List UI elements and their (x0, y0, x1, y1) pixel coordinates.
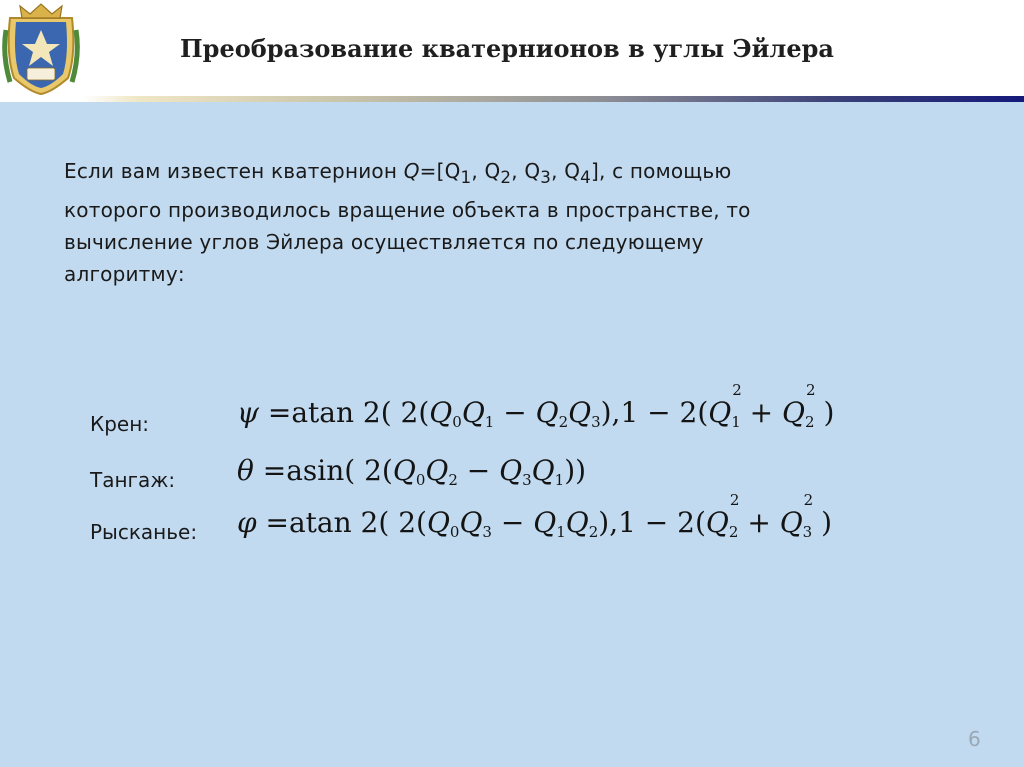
formula-symbol: θ (237, 454, 254, 487)
formula-subscript: 1 (731, 413, 741, 431)
quaternion-symbol: Q (403, 159, 420, 183)
formula-function: asin( (286, 454, 356, 487)
paragraph-line-4: алгоритму: (64, 262, 185, 286)
roll-label: Крен: (90, 412, 150, 436)
paragraph-line-2: которого производилось вращение объекта в пространстве, то (64, 198, 751, 222)
subscript: 4 (580, 168, 591, 187)
paragraph-text: =[Q (419, 159, 461, 183)
formula-subscript: 2 (805, 413, 815, 431)
intro-paragraph (64, 155, 967, 290)
formula-subscript: 2 (588, 523, 599, 541)
yaw-label: Рысканье: (90, 520, 198, 544)
university-crest-logo (0, 0, 82, 95)
formula-subscript: 2 (558, 413, 569, 431)
formula-symbol: ψ (237, 396, 259, 429)
formula-symbol: φ (237, 506, 257, 539)
formula-function: atan 2( (291, 396, 392, 429)
formula-subscript: 1 (554, 471, 565, 489)
formula-subscript: 0 (415, 471, 426, 489)
paragraph-text: ], с помощью (590, 159, 732, 183)
formula-text: = (258, 396, 292, 429)
yaw-formula: φ =atan 2( $2(Q_0Q_3 - Q_1Q_2),1 - 2(Q$ 2 $_2$ + Q 2 $_3$ ) (237, 491, 833, 541)
paragraph-text: , Q (511, 159, 541, 183)
formula-subscript: 1 (556, 523, 566, 541)
roll-formula: ψ =atan 2( $2(Q_0Q_1 - Q_2Q_3),1 - 2(Q$ 2 $_1$ + Q 2 $_2$ ) (237, 381, 835, 431)
formula-subscript: 2 (448, 471, 458, 489)
formula-subscript: 3 (591, 413, 601, 431)
formula-subscript: 3 (802, 523, 813, 541)
formula-subscript: 3 (482, 523, 492, 541)
slide-header (0, 0, 1024, 95)
formula-subscript: 3 (522, 471, 532, 489)
paragraph-line-1 (64, 155, 967, 194)
formula-text: = (256, 506, 289, 539)
subscript: 1 (460, 168, 472, 187)
page-number: 6 (968, 727, 981, 751)
paragraph-text: , Q (551, 159, 581, 183)
subscript: 2 (500, 168, 512, 187)
formula-subscript: 2 (728, 523, 739, 541)
slide-title: Преобразование кватернионов в углы Эйлера (180, 34, 834, 63)
pitch-label: Тангаж: (90, 468, 176, 492)
subscript: 3 (540, 168, 552, 187)
formula-function: atan 2( (288, 506, 390, 539)
paragraph-line-3: вычисление углов Эйлера осуществляется по следующему (64, 230, 704, 254)
formula-subscript: 0 (452, 413, 462, 431)
formula-text: = (253, 454, 287, 487)
formula-subscript: 0 (449, 523, 460, 541)
paragraph-text: Если вам известен кватернион (64, 159, 404, 183)
paragraph-text: , Q (471, 159, 501, 183)
pitch-formula: θ =asin( $2(Q_0Q_2 - Q_3Q_1)$) (237, 454, 587, 489)
formula-subscript: 1 (484, 413, 495, 431)
